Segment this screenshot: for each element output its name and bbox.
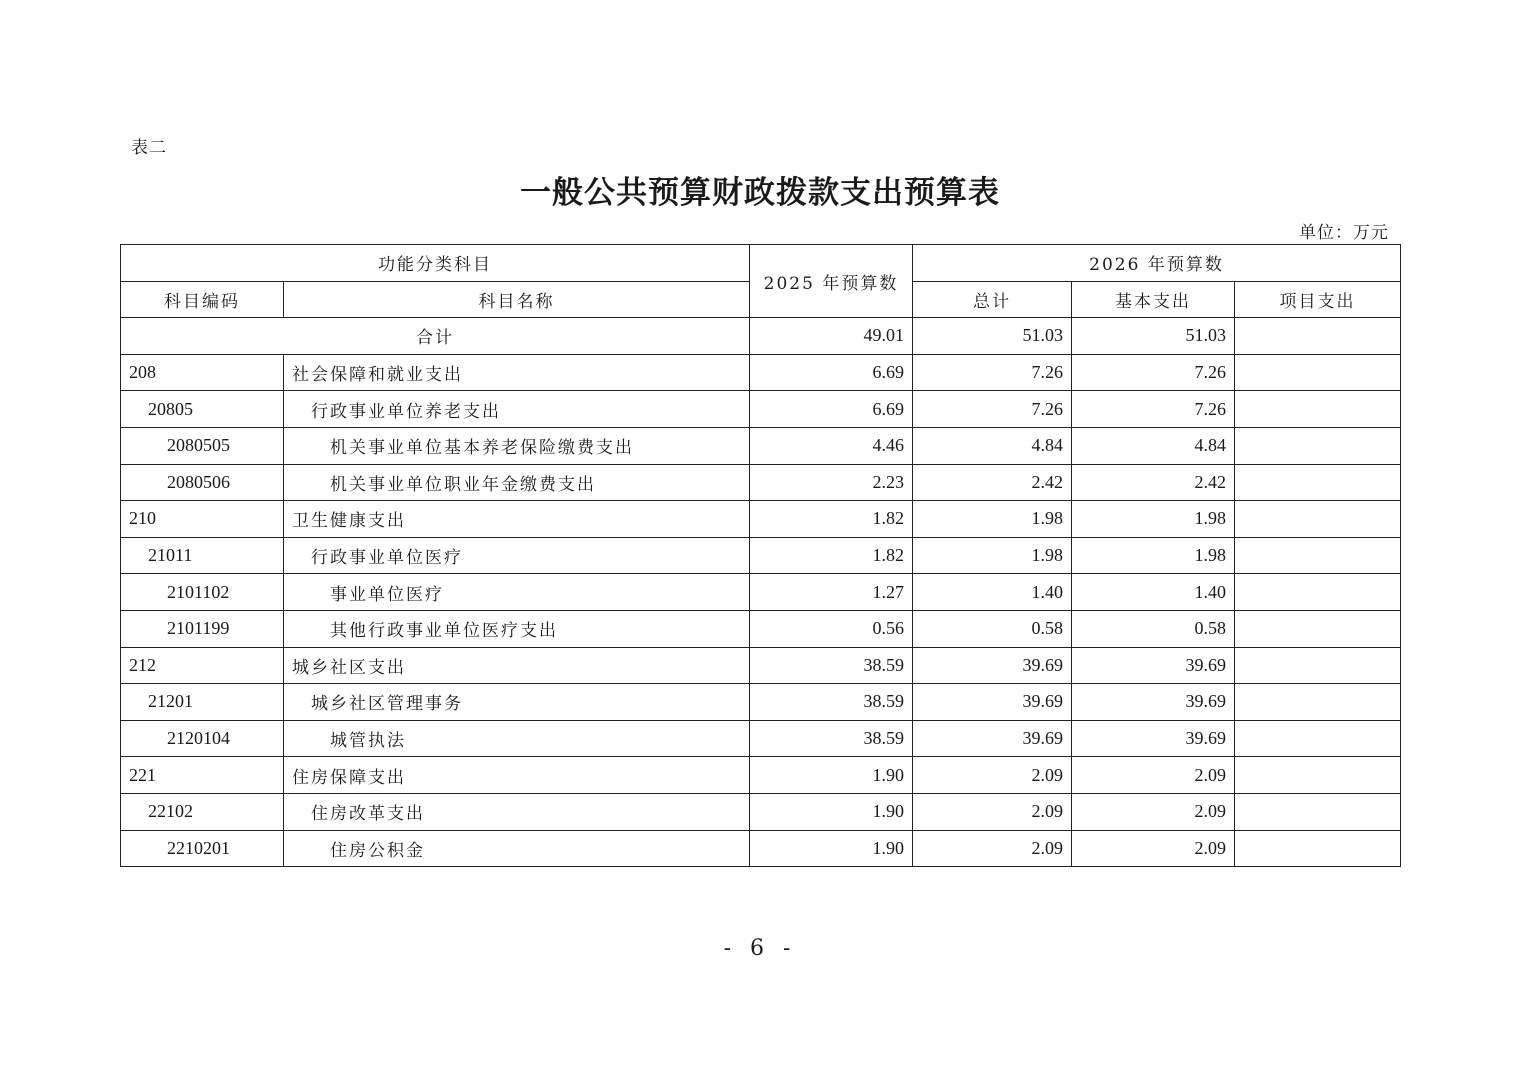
- total-basic: 51.03: [1072, 318, 1235, 355]
- cell-name: 住房公积金: [284, 830, 750, 867]
- header-basic: 基本支出: [1072, 281, 1235, 318]
- cell-b2025: 6.69: [750, 354, 913, 391]
- cell-project: [1235, 501, 1401, 538]
- cell-name: 社会保障和就业支出: [284, 354, 750, 391]
- table-row: [121, 427, 1401, 464]
- cell-total: 4.84: [913, 427, 1072, 464]
- cell-name: 住房改革支出: [284, 793, 750, 830]
- cell-code: 2080506: [121, 464, 284, 501]
- cell-basic: 7.26: [1072, 354, 1235, 391]
- header-category: 功能分类科目: [121, 245, 750, 282]
- total-project: [1235, 318, 1401, 355]
- cell-name: 住房保障支出: [284, 757, 750, 794]
- table-row: [121, 391, 1401, 428]
- table-row: [121, 684, 1401, 721]
- cell-code: 221: [121, 757, 284, 794]
- cell-basic: 4.84: [1072, 427, 1235, 464]
- cell-name: 事业单位医疗: [284, 574, 750, 611]
- cell-name: 城管执法: [284, 720, 750, 757]
- cell-project: [1235, 757, 1401, 794]
- cell-b2025: 1.90: [750, 830, 913, 867]
- cell-name: 机关事业单位基本养老保险缴费支出: [284, 427, 750, 464]
- cell-basic: 7.26: [1072, 391, 1235, 428]
- header-name: 科目名称: [284, 281, 750, 318]
- cell-b2025: 38.59: [750, 647, 913, 684]
- cell-b2025: 38.59: [750, 684, 913, 721]
- cell-project: [1235, 354, 1401, 391]
- cell-b2025: 1.82: [750, 501, 913, 538]
- table-row: [121, 464, 1401, 501]
- cell-name: 城乡社区管理事务: [284, 684, 750, 721]
- cell-b2025: 1.27: [750, 574, 913, 611]
- cell-total: 1.98: [913, 501, 1072, 538]
- cell-basic: 2.09: [1072, 793, 1235, 830]
- table-row: [121, 354, 1401, 391]
- cell-project: [1235, 574, 1401, 611]
- header-project: 项目支出: [1235, 281, 1401, 318]
- cell-b2025: 1.90: [750, 757, 913, 794]
- cell-basic: 1.40: [1072, 574, 1235, 611]
- cell-project: [1235, 391, 1401, 428]
- cell-code: 2101199: [121, 610, 284, 647]
- cell-b2025: 1.82: [750, 537, 913, 574]
- table-row: [121, 720, 1401, 757]
- table-label: 表二: [131, 138, 167, 158]
- header-budget-2026: 2026 年预算数: [913, 245, 1401, 282]
- table-row: [121, 830, 1401, 867]
- total-row: [121, 318, 1401, 355]
- cell-name: 行政事业单位医疗: [284, 537, 750, 574]
- cell-name: 城乡社区支出: [284, 647, 750, 684]
- total-b2025: 49.01: [750, 318, 913, 355]
- cell-project: [1235, 684, 1401, 721]
- cell-basic: 2.09: [1072, 830, 1235, 867]
- page-title: 一般公共预算财政拨款支出预算表: [520, 175, 1000, 211]
- cell-basic: 2.09: [1072, 757, 1235, 794]
- cell-basic: 1.98: [1072, 537, 1235, 574]
- header-code: 科目编码: [121, 281, 284, 318]
- cell-code: 2120104: [121, 720, 284, 757]
- header-row-1: [121, 245, 1401, 282]
- table-row: [121, 537, 1401, 574]
- cell-code: 21201: [121, 684, 284, 721]
- cell-project: [1235, 720, 1401, 757]
- cell-project: [1235, 427, 1401, 464]
- cell-basic: 0.58: [1072, 610, 1235, 647]
- table-row: [121, 501, 1401, 538]
- cell-total: 39.69: [913, 647, 1072, 684]
- table-row: [121, 647, 1401, 684]
- cell-total: 39.69: [913, 684, 1072, 721]
- page-number: - 6 -: [723, 936, 797, 961]
- cell-code: 20805: [121, 391, 284, 428]
- budget-table: [120, 244, 1401, 867]
- total-label: 合计: [121, 318, 750, 355]
- cell-total: 39.69: [913, 720, 1072, 757]
- cell-b2025: 4.46: [750, 427, 913, 464]
- header-budget-2025: 2025 年预算数: [750, 245, 913, 318]
- cell-code: 2080505: [121, 427, 284, 464]
- total-total: 51.03: [913, 318, 1072, 355]
- cell-code: 21011: [121, 537, 284, 574]
- cell-code: 208: [121, 354, 284, 391]
- cell-project: [1235, 537, 1401, 574]
- cell-name: 行政事业单位养老支出: [284, 391, 750, 428]
- cell-total: 7.26: [913, 391, 1072, 428]
- table-row: [121, 574, 1401, 611]
- cell-basic: 39.69: [1072, 647, 1235, 684]
- cell-code: 210: [121, 501, 284, 538]
- cell-code: 212: [121, 647, 284, 684]
- cell-basic: 39.69: [1072, 684, 1235, 721]
- cell-basic: 39.69: [1072, 720, 1235, 757]
- cell-project: [1235, 610, 1401, 647]
- cell-code: 2101102: [121, 574, 284, 611]
- cell-project: [1235, 793, 1401, 830]
- cell-b2025: 2.23: [750, 464, 913, 501]
- cell-name: 机关事业单位职业年金缴费支出: [284, 464, 750, 501]
- cell-basic: 2.42: [1072, 464, 1235, 501]
- cell-name: 卫生健康支出: [284, 501, 750, 538]
- cell-total: 7.26: [913, 354, 1072, 391]
- cell-total: 2.09: [913, 793, 1072, 830]
- cell-b2025: 38.59: [750, 720, 913, 757]
- cell-total: 1.40: [913, 574, 1072, 611]
- cell-basic: 1.98: [1072, 501, 1235, 538]
- cell-b2025: 6.69: [750, 391, 913, 428]
- cell-name: 其他行政事业单位医疗支出: [284, 610, 750, 647]
- table-row: [121, 793, 1401, 830]
- cell-project: [1235, 830, 1401, 867]
- cell-total: 2.09: [913, 830, 1072, 867]
- table-row: [121, 757, 1401, 794]
- cell-project: [1235, 647, 1401, 684]
- cell-b2025: 1.90: [750, 793, 913, 830]
- cell-total: 1.98: [913, 537, 1072, 574]
- table-row: [121, 610, 1401, 647]
- cell-total: 2.09: [913, 757, 1072, 794]
- header-total: 总计: [913, 281, 1072, 318]
- cell-code: 22102: [121, 793, 284, 830]
- cell-total: 2.42: [913, 464, 1072, 501]
- cell-b2025: 0.56: [750, 610, 913, 647]
- unit-note: 单位：万元: [1299, 223, 1389, 243]
- cell-project: [1235, 464, 1401, 501]
- cell-total: 0.58: [913, 610, 1072, 647]
- cell-code: 2210201: [121, 830, 284, 867]
